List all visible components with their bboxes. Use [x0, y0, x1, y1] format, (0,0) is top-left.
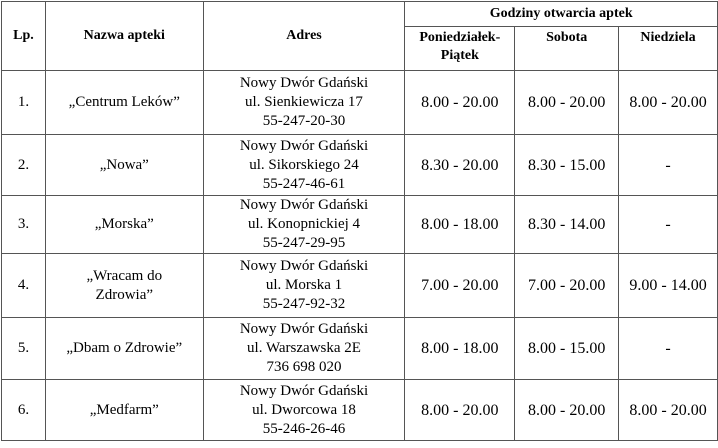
table-row: [2, 196, 718, 254]
header-weekday-line2: Piątek: [440, 48, 479, 63]
header-address: Adres: [203, 2, 405, 71]
cell-lp: 1.: [2, 71, 46, 135]
address-city: Nowy Dwór Gdański: [239, 321, 369, 337]
table-row: [2, 254, 718, 318]
pharmacy-name-line: Zdrowia”: [95, 286, 154, 303]
address-phone: 55-247-29-95: [262, 235, 346, 251]
cell-hours-weekday: 8.00 - 18.00: [405, 318, 515, 380]
cell-lp: 6.: [2, 380, 46, 441]
address-phone: 55-247-92-32: [262, 296, 346, 312]
cell-pharmacy-name: [45, 380, 203, 441]
table-row: [2, 318, 718, 380]
address-phone: 55-246-26-46: [262, 420, 346, 437]
address-city: Nowy Dwór Gdański: [239, 137, 369, 154]
cell-hours-weekday: 8.00 - 18.00: [405, 196, 515, 254]
table-body: [2, 71, 718, 441]
table-row: [2, 380, 718, 441]
pharmacy-name-line: „Medfarm”: [89, 401, 159, 418]
pharmacy-name-line: „Nowa”: [99, 156, 149, 173]
cell-hours-saturday: 8.30 - 15.00: [515, 135, 619, 196]
pharmacy-table-container: [1, 1, 718, 441]
cell-hours-weekday: 8.00 - 20.00: [405, 71, 515, 135]
cell-hours-sunday: 9.00 - 14.00: [619, 254, 718, 318]
address-city: Nowy Dwór Gdański: [239, 197, 369, 213]
cell-address: [203, 135, 405, 196]
pharmacy-hours-table: [1, 1, 718, 441]
cell-hours-sunday: -: [619, 135, 718, 196]
pharmacy-name-line: „Dbam o Zdrowie”: [66, 340, 183, 356]
cell-lp: 5.: [2, 318, 46, 380]
cell-hours-sunday: 8.00 - 20.00: [619, 71, 718, 135]
cell-hours-weekday: 7.00 - 20.00: [405, 254, 515, 318]
cell-pharmacy-name: [45, 318, 203, 380]
address-city: Nowy Dwór Gdański: [239, 382, 369, 399]
address-street: ul. Sikorskiego 24: [249, 156, 359, 173]
header-opening-hours: Godziny otwarcia aptek: [405, 2, 718, 27]
pharmacy-name-line: „Morska”: [94, 216, 154, 232]
cell-pharmacy-name: [45, 135, 203, 196]
table-row: [2, 135, 718, 196]
pharmacy-name-line: „Centrum Leków”: [68, 94, 180, 110]
header-saturday: Sobota: [515, 27, 619, 71]
address-phone: 55-247-46-61: [262, 175, 346, 192]
address-city: Nowy Dwór Gdański: [239, 258, 369, 274]
cell-address: [203, 196, 405, 254]
cell-hours-saturday: 8.00 - 15.00: [515, 318, 619, 380]
cell-address: [203, 254, 405, 318]
address-street: ul. Sienkiewicza 17: [245, 94, 363, 110]
cell-hours-saturday: 8.30 - 14.00: [515, 196, 619, 254]
header-lp: Lp.: [2, 2, 46, 71]
cell-pharmacy-name: [45, 71, 203, 135]
header-name: Nazwa apteki: [45, 2, 203, 71]
pharmacy-name-line: „Wracam do: [86, 267, 163, 284]
cell-lp: 2.: [2, 135, 46, 196]
cell-hours-saturday: 8.00 - 20.00: [515, 380, 619, 441]
cell-pharmacy-name: [45, 254, 203, 318]
cell-hours-sunday: 8.00 - 20.00: [619, 380, 718, 441]
cell-lp: 3.: [2, 196, 46, 254]
cell-hours-saturday: 8.00 - 20.00: [515, 71, 619, 135]
address-phone: 736 698 020: [266, 359, 342, 375]
cell-pharmacy-name: [45, 196, 203, 254]
cell-address: [203, 380, 405, 441]
cell-hours-weekday: 8.30 - 20.00: [405, 135, 515, 196]
cell-hours-sunday: -: [619, 196, 718, 254]
cell-hours-sunday: -: [619, 318, 718, 380]
address-street: ul. Dworcowa 18: [252, 401, 356, 418]
address-street: ul. Warszawska 2E: [247, 340, 361, 356]
address-phone: 55-247-20-30: [262, 113, 346, 129]
cell-hours-saturday: 7.00 - 20.00: [515, 254, 619, 318]
cell-address: [203, 318, 405, 380]
address-street: ul. Konopnickiej 4: [247, 216, 361, 232]
header-sunday: Niedziela: [619, 27, 718, 71]
cell-hours-weekday: 8.00 - 20.00: [405, 380, 515, 441]
header-weekday: [405, 27, 515, 71]
address-city: Nowy Dwór Gdański: [239, 75, 369, 91]
table-row: [2, 71, 718, 135]
cell-address: [203, 71, 405, 135]
header-weekday-line1: Poniedziałek-: [419, 30, 501, 45]
cell-lp: 4.: [2, 254, 46, 318]
address-street: ul. Morska 1: [265, 277, 343, 293]
